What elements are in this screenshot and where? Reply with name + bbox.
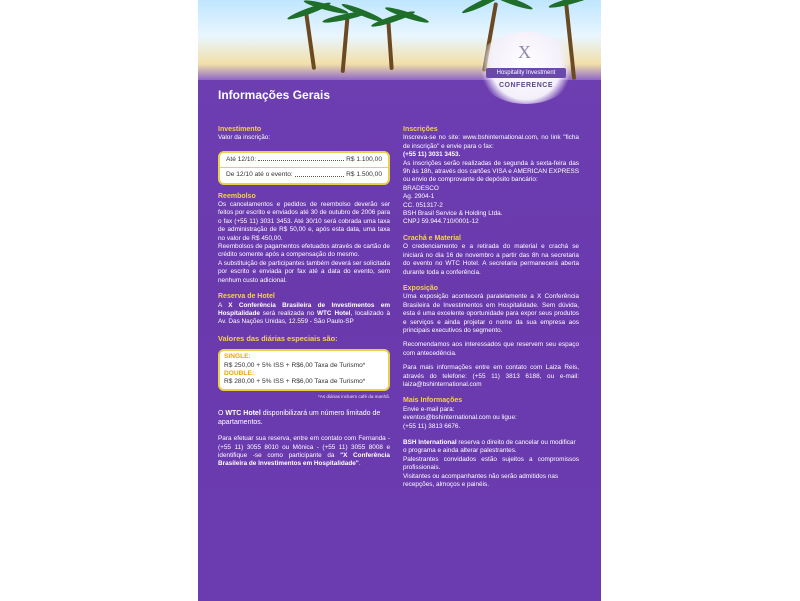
palm-frond (548, 0, 594, 10)
palm-trunk (341, 18, 350, 73)
single-label: SINGLE: (224, 353, 251, 361)
mais-text: Envie e-mail para: (403, 405, 455, 413)
hotel-text: A X Conferência Brasileira de Investimentos em Hospitalidade será realizada no WTC Hotel, localizado à Av. Das Nações Unidas, 12.559 - São Paulo-SP (218, 301, 391, 326)
price-row (220, 153, 388, 167)
reembolso-text: A substituição de participantes também deverá ser solicitada por escrito e enviada por fax até a data do evento, sem nenhum custo adicional. (218, 259, 390, 284)
double-label: DOUBLE: (224, 369, 255, 377)
price-period: De 12/10 até o evento: (226, 171, 293, 179)
right-column (403, 126, 579, 489)
reembolso-heading: Reembolso (218, 192, 256, 200)
single-value: R$ 250,00 + 5% ISS + R$6,00 Taxa de Turismo* (224, 361, 366, 369)
exposicao-text: Uma exposição acontecerá paralelamente a X Conferência Brasileira de Investimentos em Hospitalidade. Sem dúvida, esta é uma excelente oportunidade para expor seus produtos e serviços e ainda projetar o nome da sua empresa aos principais executivos do segmento. (403, 293, 579, 334)
brochure-page (198, 0, 601, 601)
conference-logo (476, 32, 576, 104)
bsh-text: Palestrantes convidados estão sujeitos a compromissos profissionais. (403, 455, 579, 472)
cracha-text: O credenciamento e a retirada do material e crachá se iniciará no dia 16 de novembro a partir das 8h na secretaria do evento no WTC Hotel. A secretaria permanecerá aberta durante toda a conferência. (403, 243, 579, 276)
exposicao-text: Recomendamos aos interessados que reservem seu espaço com antecedência. (403, 341, 579, 357)
double-value: R$ 280,00 + 5% ISS + R$6,00 Taxa de Turismo* (224, 378, 366, 386)
reserva-text: Para efetuar sua reserva, entre em contato com Fernanda - (+55 11) 3055 8010 ou Mônica - (+55 11) 3055 8008 e identifique -se como participante da "X Conferência Brasileira de Investimentos em Hospitalidade". (218, 435, 390, 468)
price-value: R$ 1.500,00 (346, 171, 382, 179)
palm-frond (461, 0, 505, 15)
left-column (218, 126, 390, 469)
price-value: R$ 1.100,00 (346, 155, 382, 163)
rates-note: *As diárias incluem café da manhã. (317, 393, 390, 399)
palm-trunk (304, 10, 316, 70)
bank-line: CC. 051317-2 (403, 201, 443, 209)
palm-trunk (386, 20, 393, 70)
rates-box (218, 349, 390, 391)
mais-text: (+55 11) 3813 6676. (403, 422, 461, 430)
exposicao-text: Para mais informações entre em contato com Laiza Reis, através do telefone: (+55 11) 3813 6188, ou e-mail: laiza@bshinternational.com (403, 364, 579, 388)
logo-band: Hospitality Investment (486, 68, 566, 78)
reembolso-text: Os cancelamentos e pedidos de reembolso deverão ser feitos por escrito e enviados até 30 de outubro de 2006 para o fax (+55 11) 3031 3453. Até 30/10 será cobrada uma taxa de administração de R$ 50,00 e, após esta data, uma taxa no valor de R$ 450,00. (218, 201, 390, 242)
bank-line: CNPJ 59.944.710/0001-12 (403, 218, 479, 226)
hotel-heading: Reserva de Hotel (218, 293, 275, 301)
mais-heading: Mais Informações (403, 397, 463, 405)
bsh-text: Visitantes ou acompanhantes não serão admitidos nas recepções, almoços e painéis. (403, 472, 559, 489)
cracha-heading: Crachá e Material (403, 234, 461, 242)
investimento-heading: Investimento (218, 126, 262, 133)
diarias-heading: Valores das diárias especiais são: (218, 333, 338, 343)
exposicao-heading: Exposição (403, 284, 439, 292)
bsh-text: BSH International reserva o direito de cancelar ou modificar o programa e ainda alterar palestrantes. (403, 439, 576, 455)
bank-line: Ag. 2904-1 (403, 193, 435, 201)
bank-line: BSH Brasil Service & Holding Ltda. (403, 210, 503, 218)
bank-line: BRADESCO (403, 184, 439, 192)
inscricoes-text: As inscrições serão realizadas de segunda à sexta-feira das 9h às 18h, através dos cartões VISA e AMERICAN EXPRESS ou envio de comprovante de depósito bancário: (403, 159, 579, 184)
investimento-label: Valor da inscrição: (218, 134, 271, 142)
mais-text: eventos@bshinternational.com ou ligue: (403, 414, 517, 422)
price-row (220, 167, 388, 182)
logo-letter: X (518, 42, 531, 62)
inscricoes-text: Inscreva-se no site: www.bshinternational.com, no link "ficha de inscrição" e envie para o fax: (403, 134, 579, 150)
price-box (218, 151, 390, 185)
reembolso-text: Reembolsos de pagamentos efetuados através de cartão de crédito somente após a compensação do mesmo. (218, 243, 390, 259)
page-title: Informações Gerais (218, 88, 331, 102)
wtc-text: O WTC Hotel disponibilizará um número limitado de apartamentos. (218, 410, 381, 427)
logo-conference: CONFERENCE (498, 82, 553, 89)
inscricoes-fax: (+55 11) 3031 3453. (403, 151, 461, 159)
price-period: Até 12/10: (226, 155, 257, 163)
inscricoes-heading: Inscrições (403, 126, 438, 133)
